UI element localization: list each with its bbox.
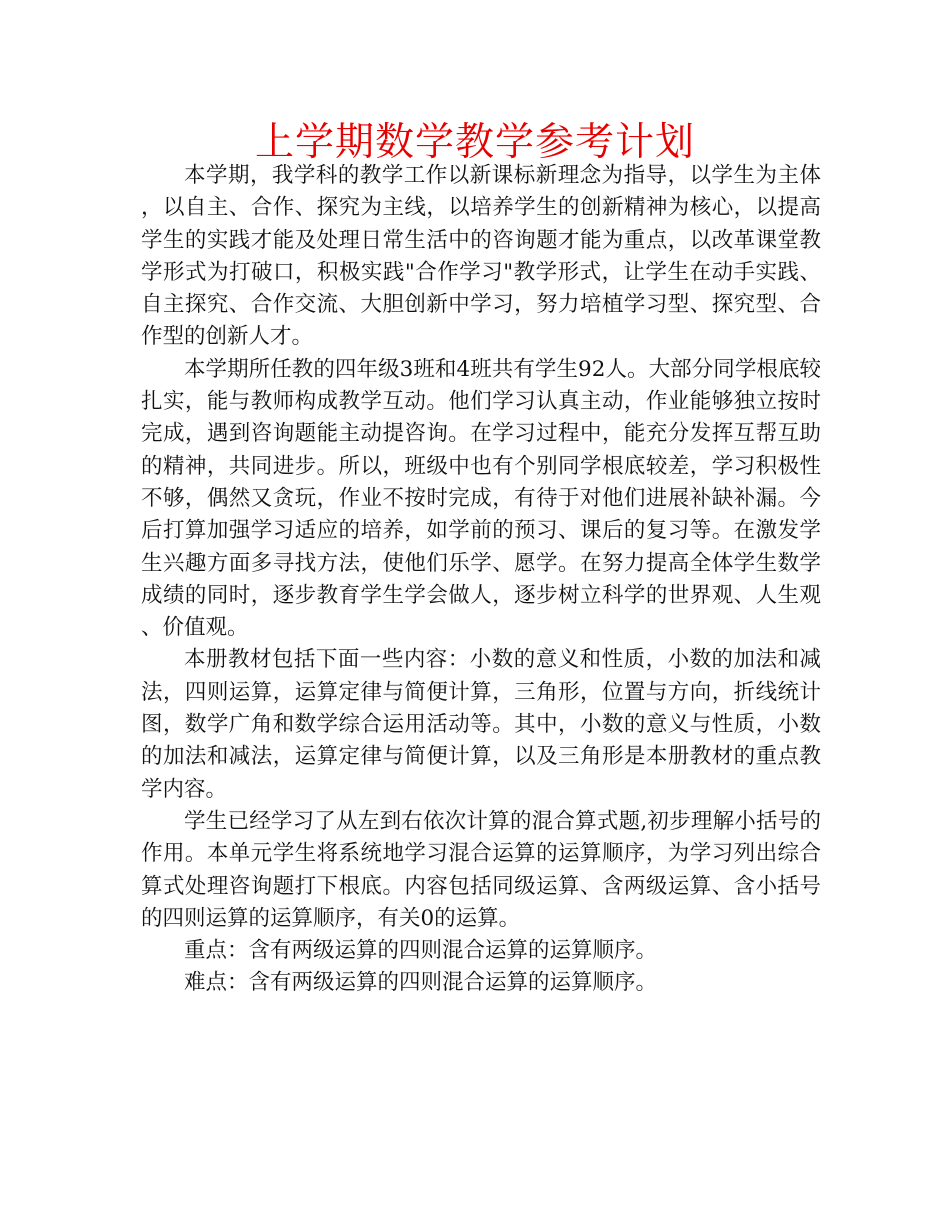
paragraph-intro: 本学期，我学科的教学工作以新课标新理念为指导，以学生为主体，以自主、合作、探究为主线，以培养学生的创新精神为核心，以提高学生的实践才能及处理日常生活中的咨询题才能为重点，以改革课堂教学形式为打破口，积极实践"合作学习"教学形式，让学生在动手实践、自主探究、合作交流、大胆创新中学习，努力培植学习型、探究型、合作型的创新人才。 [141,163,821,350]
paragraph-unit: 学生已经学习了从左到右依次计算的混合算式题,初步理解小括号的作用。本单元学生将系统地学习混合运算的运算顺序，为学习列出综合算式处理咨询题打下根底。内容包括同级运算、含两级运算、含小括号的四则运算的运算顺序，有关0的运算。 [141,808,821,931]
document-title: 上学期数学教学参考计划 [254,120,695,165]
paragraph-key-point: 重点：含有两级运算的四则混合运算的运算顺序。 [184,938,658,964]
paragraph-difficulty: 难点：含有两级运算的四则混合运算的运算顺序。 [184,970,658,996]
paragraph-students: 本学期所任教的四年级3班和4班共有学生92人。大部分同学根底较扎实，能与教师构成教学互动。他们学习认真主动，作业能够独立按时完成，遇到咨询题能主动提咨询。在学习过程中，能充分发挥互帮互助的精神，共同进步。所以，班级中也有个别同学根底较差，学习积极性不够，偶然又贪玩，作业不按时完成，有待于对他们进展补缺补漏。今后打算加强学习适应的培养，如学前的预习、课后的复习等。在激发学生兴趣方面多寻找方法，使他们乐学、愿学。在努力提高全体学生数学成绩的同时，逐步教育学生学会做人，逐步树立科学的世界观、人生观、价值观。 [141,356,821,641]
document-body [141,160,821,1000]
paragraph-textbook: 本册教材包括下面一些内容：小数的意义和性质，小数的加法和减法，四则运算，运算定律与简便计算，三角形，位置与方向，折线统计图，数学广角和数学综合运用活动等。其中，小数的意义与性质，小数的加法和减法，运算定律与简便计算，以及三角形是本册教材的重点教学内容。 [141,647,821,802]
